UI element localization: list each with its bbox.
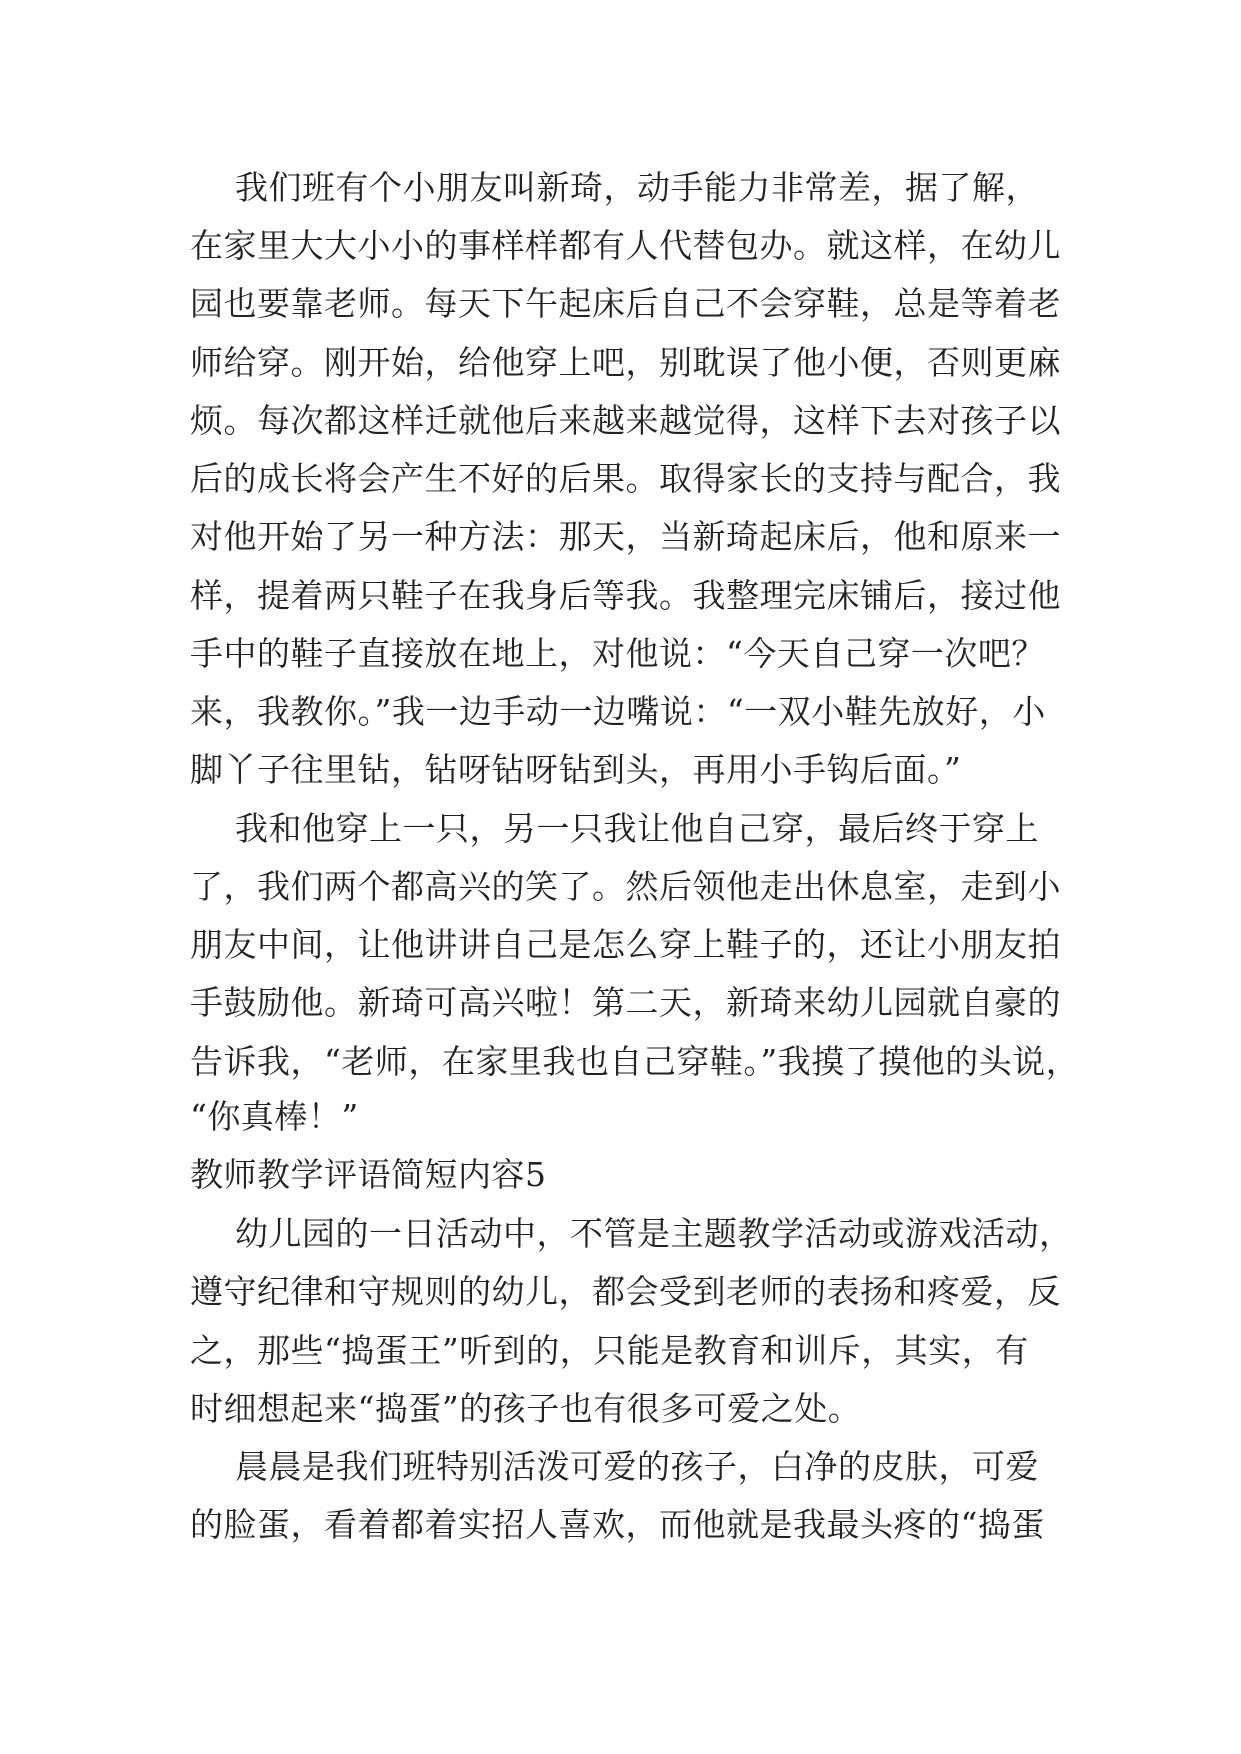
text-line: 告诉我，“老师，在家里我也自己穿鞋。”我摸了摸他的头说， (190, 1042, 1080, 1081)
text-line: 烦。每次都这样迁就他后来越来越觉得，这样下去对孩子以 (190, 401, 1061, 440)
text-line: 后的成长将会产生不好的后果。取得家长的支持与配合，我 (190, 459, 1061, 498)
text-line: 园也要靠老师。每天下午起床后自己不会穿鞋，总是等着老 (190, 284, 1061, 323)
text-line: 来，我教你。”我一边手动一边嘴说：“一双小鞋先放好，小 (190, 692, 1046, 731)
section-heading: 教师教学评语简短内容5 (190, 1155, 547, 1194)
text-line: 手鼓励他。新琦可高兴啦！第二天，新琦来幼儿园就自豪的 (190, 983, 1061, 1022)
text-line: 对他开始了另一种方法：那天，当新琦起床后，他和原来一 (190, 517, 1061, 556)
text-line: 朋友中间，让他讲讲自己是怎么穿上鞋子的，还让小朋友拍 (190, 925, 1061, 964)
text-line: 的脸蛋，看着都着实招人喜欢，而他就是我最头疼的“捣蛋 (190, 1505, 1045, 1544)
text-line: 在家里大大小小的事样样都有人代替包办。就这样，在幼儿 (190, 226, 1061, 265)
text-line: 样，提着两只鞋子在我身后等我。我整理完床铺后，接过他 (190, 576, 1061, 615)
text-line: “你真棒！” (190, 1097, 359, 1136)
text-line: 时细想起来“捣蛋”的孩子也有很多可爱之处。 (190, 1389, 862, 1428)
text-line: 了，我们两个都高兴的笑了。然后领他走出休息室，走到小 (190, 867, 1061, 906)
text-line: 幼儿园的一日活动中，不管是主题教学活动或游戏活动， (235, 1214, 1073, 1253)
text-line: 我和他穿上一只，另一只我让他自己穿，最后终于穿上 (235, 809, 1039, 848)
text-line: 之，那些“捣蛋王”听到的，只能是教育和训斥，其实，有 (190, 1331, 1029, 1370)
text-line: 遵守纪律和守规则的幼儿，都会受到老师的表扬和疼爱，反 (190, 1272, 1061, 1311)
text-line: 手中的鞋子直接放在地上，对他说：“今天自己穿一次吧？ (190, 634, 1045, 673)
text-line: 脚丫子往里钻，钻呀钻呀钻到头，再用小手钩后面。” (190, 750, 962, 789)
text-line: 晨晨是我们班特别活泼可爱的孩子，白净的皮肤，可爱 (235, 1447, 1039, 1486)
text-line: 我们班有个小朋友叫新琦，动手能力非常差，据了解， (235, 168, 1039, 207)
text-line: 师给穿。刚开始，给他穿上吧，别耽误了他小便，否则更麻 (190, 343, 1061, 382)
